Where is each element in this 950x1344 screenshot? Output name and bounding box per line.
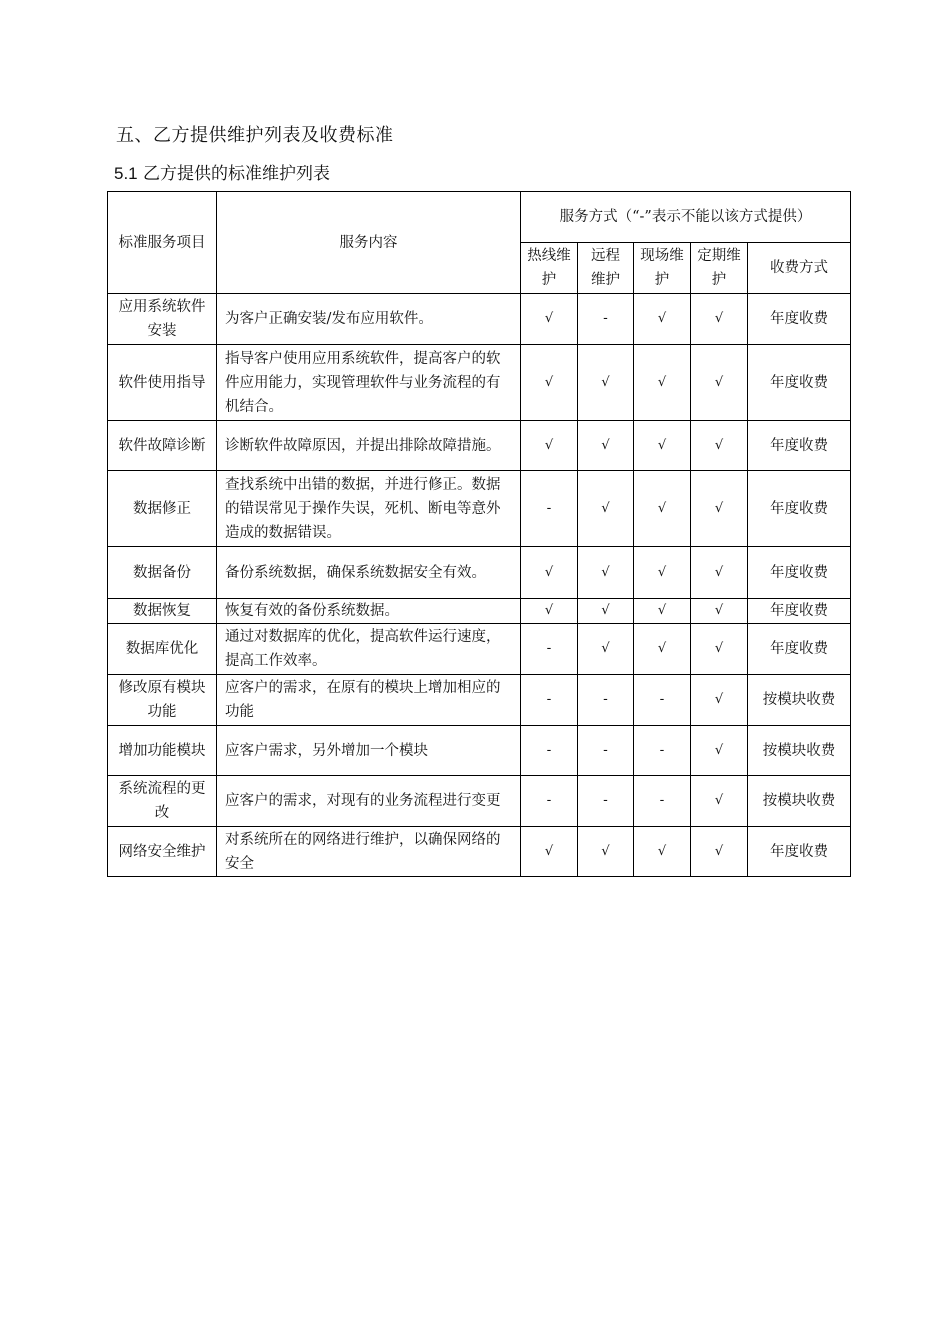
subsection-number: 5.1 [114,164,138,183]
row-hotline-cell: √ [521,827,578,877]
row-item-cell: 软件故障诊断 [108,421,217,471]
row-periodic-cell: √ [691,726,748,776]
row-onsite-cell: √ [634,421,691,471]
header-periodic: 定期维护 [691,243,748,294]
row-item-cell: 软件使用指导 [108,345,217,421]
row-hotline-cell: √ [521,421,578,471]
table-row [108,624,851,675]
row-remote-cell: - [578,726,634,776]
header-onsite: 现场维护 [634,243,691,294]
table-row [108,827,851,877]
table-header-row-1 [108,192,851,243]
row-item-cell: 系统流程的更改 [108,776,217,827]
row-content-cell: 对系统所在的网络进行维护，以确保网络的安全 [217,827,521,877]
row-item-cell: 应用系统软件安装 [108,294,217,345]
table-row [108,675,851,726]
row-periodic-cell: √ [691,547,748,599]
row-remote-cell: √ [578,599,634,624]
table-row [108,294,851,345]
table-row [108,345,851,421]
row-charge-cell: 按模块收费 [748,675,851,726]
row-onsite-cell: - [634,675,691,726]
row-content-cell: 为客户正确安装/发布应用软件。 [217,294,521,345]
row-onsite-cell: √ [634,547,691,599]
table-row [108,776,851,827]
section-title: 五、乙方提供维护列表及收费标准 [116,125,394,146]
row-remote-cell: - [578,675,634,726]
row-content-cell: 指导客户使用应用系统软件，提高客户的软件应用能力，实现管理软件与业务流程的有机结合。 [217,345,521,421]
row-item-cell: 增加功能模块 [108,726,217,776]
row-content-cell: 应客户需求，另外增加一个模块 [217,726,521,776]
row-charge-cell: 年度收费 [748,294,851,345]
row-remote-cell: √ [578,471,634,547]
row-item-cell: 数据恢复 [108,599,217,624]
row-charge-cell: 按模块收费 [748,776,851,827]
row-charge-cell: 年度收费 [748,624,851,675]
row-remote-cell: - [578,294,634,345]
row-content-cell: 诊断软件故障原因，并提出排除故障措施。 [217,421,521,471]
row-item-cell: 数据修正 [108,471,217,547]
row-remote-cell: √ [578,345,634,421]
row-item-cell: 数据库优化 [108,624,217,675]
maintenance-table [107,191,851,877]
table-row [108,547,851,599]
header-hotline: 热线维护 [521,243,578,294]
row-periodic-cell: √ [691,294,748,345]
row-remote-cell: - [578,776,634,827]
row-charge-cell: 年度收费 [748,345,851,421]
row-item-cell: 网络安全维护 [108,827,217,877]
row-item-cell: 修改原有模块功能 [108,675,217,726]
row-onsite-cell: √ [634,471,691,547]
row-content-cell: 查找系统中出错的数据，并进行修正。数据的错误常见于操作失误，死机、断电等意外造成的数据错误。 [217,471,521,547]
row-remote-cell: √ [578,421,634,471]
row-onsite-cell: √ [634,294,691,345]
row-onsite-cell: √ [634,599,691,624]
row-periodic-cell: √ [691,599,748,624]
row-content-cell: 备份系统数据，确保系统数据安全有效。 [217,547,521,599]
row-periodic-cell: √ [691,776,748,827]
header-service-modes: 服务方式（“-”表示不能以该方式提供） [521,192,851,243]
row-periodic-cell: √ [691,345,748,421]
row-charge-cell: 年度收费 [748,599,851,624]
subsection-title [114,159,330,184]
row-periodic-cell: √ [691,421,748,471]
row-onsite-cell: √ [634,624,691,675]
row-charge-cell: 年度收费 [748,471,851,547]
table-row [108,471,851,547]
row-hotline-cell: - [521,471,578,547]
row-hotline-cell: - [521,624,578,675]
row-charge-cell: 年度收费 [748,547,851,599]
row-hotline-cell: √ [521,547,578,599]
row-onsite-cell: - [634,726,691,776]
row-hotline-cell: - [521,776,578,827]
row-onsite-cell: √ [634,345,691,421]
row-item-cell: 数据备份 [108,547,217,599]
row-periodic-cell: √ [691,624,748,675]
row-remote-cell: √ [578,827,634,877]
table-row [108,599,851,624]
table-row [108,421,851,471]
row-charge-cell: 年度收费 [748,421,851,471]
row-remote-cell: √ [578,624,634,675]
row-onsite-cell: √ [634,827,691,877]
row-content-cell: 应客户的需求，在原有的模块上增加相应的功能 [217,675,521,726]
header-item: 标准服务项目 [108,192,217,294]
row-periodic-cell: √ [691,827,748,877]
row-onsite-cell: - [634,776,691,827]
subsection-text: 乙方提供的标准维护列表 [137,164,331,184]
row-remote-cell: √ [578,547,634,599]
header-remote: 远程维护 [578,243,634,294]
header-content: 服务内容 [217,192,521,294]
row-content-cell: 应客户的需求，对现有的业务流程进行变更 [217,776,521,827]
row-periodic-cell: √ [691,675,748,726]
row-hotline-cell: √ [521,345,578,421]
table-row [108,726,851,776]
row-hotline-cell: √ [521,294,578,345]
header-charge: 收费方式 [748,243,851,294]
row-hotline-cell: √ [521,599,578,624]
row-hotline-cell: - [521,675,578,726]
row-charge-cell: 年度收费 [748,827,851,877]
row-hotline-cell: - [521,726,578,776]
row-content-cell: 通过对数据库的优化，提高软件运行速度，提高工作效率。 [217,624,521,675]
row-content-cell: 恢复有效的备份系统数据。 [217,599,521,624]
row-charge-cell: 按模块收费 [748,726,851,776]
row-periodic-cell: √ [691,471,748,547]
